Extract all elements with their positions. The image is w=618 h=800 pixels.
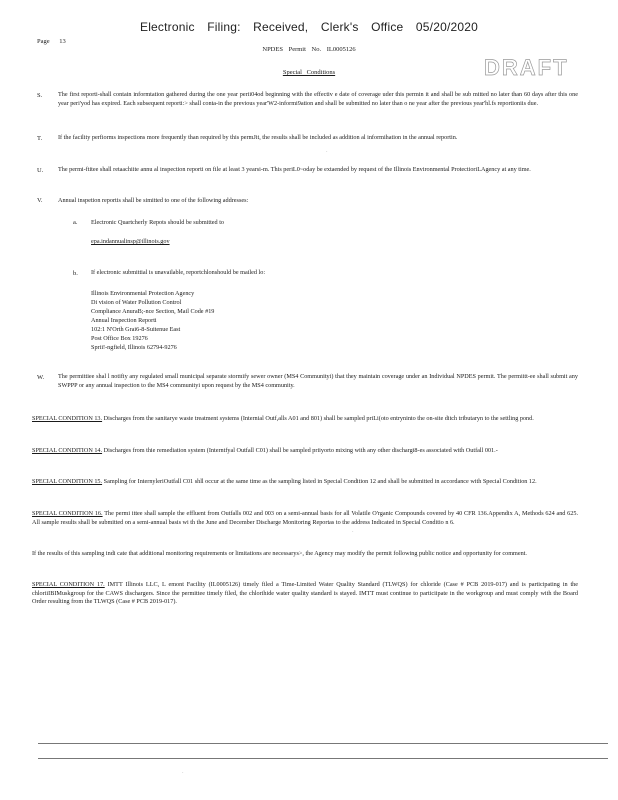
address-line: 102:1 N'Orth Grai6-8-Suitenue East	[91, 326, 181, 333]
page-number: Page 13	[37, 38, 66, 45]
special-condition-16-followup: If the results of this sampling indi cate that additional monitoring requirements or limitations are necessarys>, the Agency may modify the permit following public notice and opportunity for comment.	[32, 550, 527, 557]
special-condition-16	[32, 510, 578, 527]
special-condition-17	[32, 581, 578, 607]
special-condition-14	[32, 447, 578, 456]
item-w-label: W.	[37, 374, 45, 381]
filing-banner: Electronic Filing: Received, Clerk's Office 05/20/2020	[139, 20, 478, 34]
condition-text: Discharges from thie remediation system (Interntfyal Outfall C01) shall be sampled priiyorto mixing with any other dischargi8-es associated with Outfall 001.-	[103, 447, 498, 454]
address-line: Annual Inspection Reporti	[91, 317, 157, 324]
item-v-text: Annual inspetion reportis shall be simitted to one of the following addresses:	[58, 197, 249, 204]
condition-text: Discharges from the sanitarye waste treatment systems (Internial Outf,alls A01 and 801) shall be sampled priLi(oto entryninto the on-site ditch tributaryn to the settling pond.	[103, 415, 534, 422]
condition-heading: SPECIAL CONDITION 16.	[32, 510, 103, 517]
item-v-a-text: Electronic Quartcherly Repots should be submitted to	[91, 219, 225, 226]
section-title: Special Conditions	[282, 69, 336, 76]
mailing-address	[91, 289, 214, 352]
condition-heading: SPECIAL CONDITION 14.	[32, 447, 103, 454]
condition-heading: SPECIAL CONDITION 15.	[32, 478, 103, 485]
item-v-a-label: a.	[73, 219, 78, 226]
address-line: Compliance AnuraB;-nce Section, Mail Code #19	[91, 308, 215, 315]
item-v-b-label: b.	[73, 270, 78, 277]
item-t-label: T.	[37, 135, 43, 142]
item-u-text: The permi-ftitee shall retaachiite annu al inspection reporti on file at least 3 yearsi-m. This periL0~oday be extaended by request of the Illinois Environmental ProtectioriLAgency at any time.	[58, 166, 531, 173]
address-line: Di vision of Water Pollution Control	[91, 299, 182, 306]
draft-stamp: DRAFT	[484, 55, 569, 80]
item-w-text: The permittiee shal l notifiy any regulated small municipal separate stormify sewer owner (MS4 Communityi) that they maintain coverage under an Individual NPDES permit. The permiitt-ee shall submit any SWPPP or any annual inspection to the MS4 communityi upon request by the MS4 community.	[58, 373, 578, 389]
address-line: Illinois Environmental Protection Agency	[91, 290, 195, 297]
email-link[interactable]: epa.indannualinsp@illinois.gov	[91, 238, 170, 245]
address-line: Post Office Box 19276	[91, 335, 148, 342]
item-v-b-text: If electronic submittial is unavailable, reportchlonshould be mailed lo:	[91, 269, 266, 276]
item-s-label: S.	[37, 92, 43, 99]
scan-speck: ·	[326, 150, 328, 155]
item-v-label: V.	[37, 197, 43, 204]
condition-text: IMTT Illinois LLC, L emont Facility (IL0005126) timely filed a Time-Limited Water Quality Standard (TLWQS) for chloride (Case # PCB 2019-017) and is participating in the chloriiIBIMuskgroup for the CAWS dischargers. Since the permittee timely filed, the chlorihide water quality standard is stayed. IMTT must continue to particiipate in the workgroup and must comply with the Board Order resulting from the TLWQS (Case # PCB 2019-017).	[32, 581, 578, 606]
footer-rule	[38, 758, 608, 759]
scan-speck: ·	[182, 771, 184, 776]
condition-heading: SPECIAL CONDITION 17.	[32, 581, 105, 588]
item-s-text: The first reporti-shall contain informtation gathered during the one year perii04od beginning with the effectiv e date of coverage uder this permin it and shall be sub mitted no later than 60 days after this one year peri'yod has expired. Each subsequent reporti:> shall conta-in the previous year'W2-informi9ation and shall be submitted no later than o ne year after the previous year'hl.fs reportioniis due.	[58, 91, 578, 107]
item-u-label: U.	[37, 167, 44, 174]
permit-number: NPDES Permit No. IL0005126	[262, 46, 356, 53]
footer-rule	[38, 743, 608, 744]
condition-text: Sampling for InternyleriOutfall C01 shll occur at the same time as the sampling listed in Special Condition 12 and shall be submitted in accordance with Special Condition 12.	[103, 478, 537, 485]
item-t-text: If the facility perfiorms inspections more frequently than required by this permJit, the results shall be included as addition al informihation in the annual reportin.	[58, 134, 458, 141]
scan-speck: ·	[352, 530, 354, 535]
condition-text: The permi ittee shall sample the effluent from Outfalls 002 and 003 on a semi-annual basis for all Volatile O'rganic Compounds covered by 40 CFR 136.Appendix A, Methods 624 and 625. All sample results shall be submitted on a semi-annual basis wi th the June and December Discharge Monitoring Reportas to the address Indicated in Special Conditio n 6.	[32, 510, 579, 526]
address-line: Sprii!-ngfield, Illinois 62794-9276	[91, 344, 177, 351]
special-condition-15	[32, 478, 578, 487]
condition-heading: SPECIAL CONDITION 13.	[32, 415, 103, 422]
special-condition-13	[32, 415, 578, 424]
